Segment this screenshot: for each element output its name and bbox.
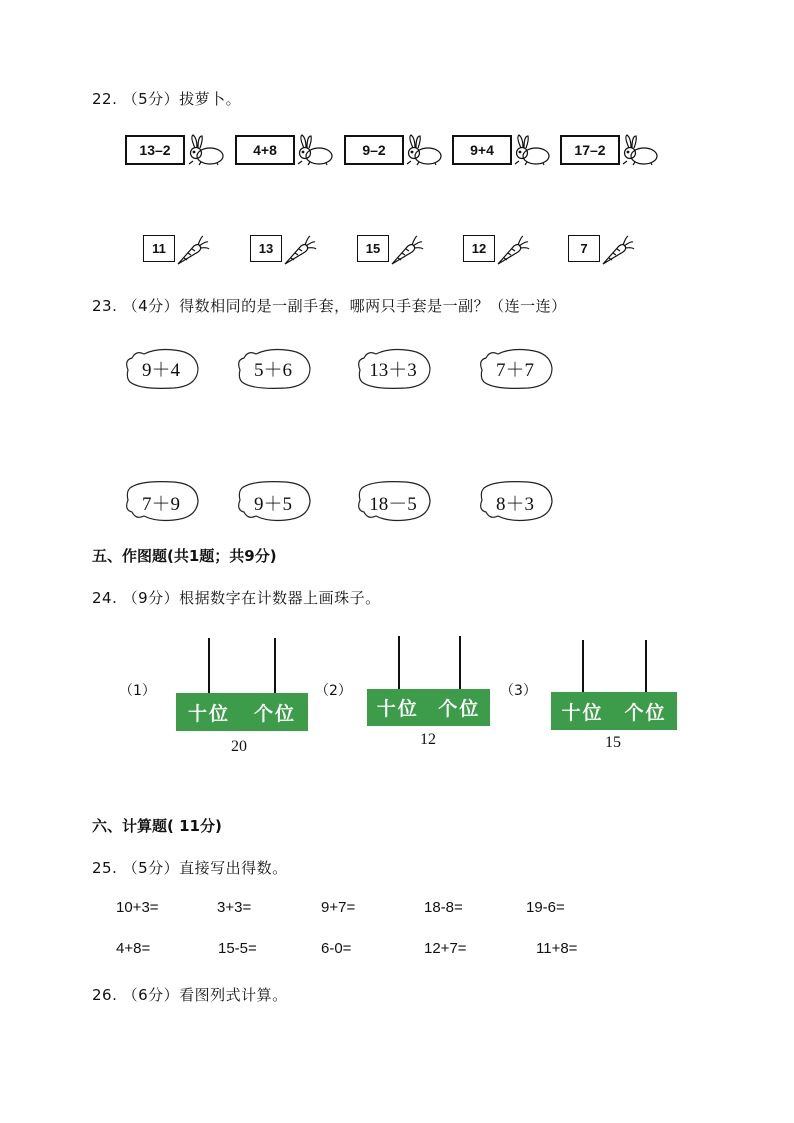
carrot-icon <box>283 234 317 266</box>
number-box: 7 <box>568 235 600 262</box>
calc-item[interactable]: 15-5= <box>218 940 257 957</box>
calc-item[interactable]: 12+7= <box>424 940 467 957</box>
expression-box: 13–2 <box>125 135 185 165</box>
number-box: 15 <box>357 235 389 262</box>
rabbit-icon <box>187 134 227 166</box>
abacus-label: （2） <box>315 683 352 699</box>
glove[interactable] <box>476 346 554 390</box>
tens-rod[interactable] <box>398 636 400 690</box>
question-22-title: 22. （5分）拔萝卜。 <box>92 90 242 108</box>
carrot-icon <box>601 234 635 266</box>
glove[interactable] <box>234 346 312 390</box>
carrot-icon <box>496 234 530 266</box>
calc-item[interactable]: 3+3= <box>217 899 252 916</box>
glove[interactable] <box>234 480 312 524</box>
ones-label: 个位 <box>438 698 481 720</box>
calc-item[interactable]: 11+8= <box>536 940 578 957</box>
number-box: 12 <box>463 235 495 262</box>
abacus-number: 12 <box>420 731 436 748</box>
calc-item[interactable]: 4+8= <box>116 940 151 957</box>
glove[interactable] <box>122 480 200 524</box>
section-5-heading: 五、作图题(共1题；共9分) <box>92 547 277 565</box>
calc-item[interactable]: 19-6= <box>526 899 565 916</box>
glove-expression: 13＋3 <box>369 359 417 381</box>
rabbit-icon <box>513 134 553 166</box>
expression-box: 9+4 <box>452 135 512 165</box>
carrot-icon <box>390 234 424 266</box>
tens-rod[interactable] <box>582 640 584 693</box>
ones-rod[interactable] <box>274 638 276 694</box>
number-box: 13 <box>250 235 282 262</box>
number-box: 11 <box>143 235 175 262</box>
ones-label: 个位 <box>253 702 296 725</box>
ones-rod[interactable] <box>459 636 461 690</box>
glove[interactable] <box>354 480 432 524</box>
glove[interactable] <box>354 346 432 390</box>
question-26-title: 26. （6分）看图列式计算。 <box>92 986 288 1004</box>
carrot-icon <box>176 234 210 266</box>
rabbit-icon <box>296 134 336 166</box>
calc-item[interactable]: 18-8= <box>424 899 463 916</box>
glove-expression: 9＋5 <box>253 493 292 515</box>
expression-box: 17–2 <box>560 135 620 165</box>
glove-expression: 8＋3 <box>495 493 534 515</box>
tens-rod[interactable] <box>208 638 210 694</box>
rabbit-icon <box>621 134 661 166</box>
question-24-title: 24. （9分）根据数字在计数器上画珠子。 <box>92 589 381 607</box>
tens-label: 十位 <box>187 702 230 725</box>
rabbit-icon <box>405 134 445 166</box>
ones-rod[interactable] <box>645 640 647 693</box>
expression-box: 9–2 <box>344 135 404 165</box>
abacus-label: （3） <box>500 683 537 699</box>
question-25-title: 25. （5分）直接写出得数。 <box>92 859 288 877</box>
abacus-number: 20 <box>231 738 247 755</box>
glove-expression: 5＋6 <box>253 359 292 381</box>
calc-item[interactable]: 10+3= <box>116 899 159 916</box>
glove[interactable] <box>122 346 200 390</box>
glove-expression: 18－5 <box>369 493 417 515</box>
question-23-title: 23. （4分）得数相同的是一副手套，哪两只手套是一副？（连一连） <box>92 297 567 315</box>
abacus-number: 15 <box>605 734 621 751</box>
calc-item[interactable]: 9+7= <box>321 899 356 916</box>
calc-item[interactable]: 6-0= <box>321 940 352 957</box>
abacus-label: （1） <box>119 683 156 699</box>
glove-expression: 9＋4 <box>141 359 180 381</box>
glove[interactable] <box>476 480 554 524</box>
tens-label: 十位 <box>561 701 604 724</box>
expression-box: 4+8 <box>235 135 295 165</box>
abacus-base <box>176 693 308 731</box>
abacus-base <box>367 689 490 726</box>
abacus-base <box>551 692 677 730</box>
ones-label: 个位 <box>624 701 667 724</box>
glove-expression: 7＋7 <box>495 359 534 381</box>
section-6-heading: 六、计算题( 11分) <box>92 817 222 835</box>
glove-expression: 7＋9 <box>141 493 180 515</box>
tens-label: 十位 <box>376 698 419 720</box>
